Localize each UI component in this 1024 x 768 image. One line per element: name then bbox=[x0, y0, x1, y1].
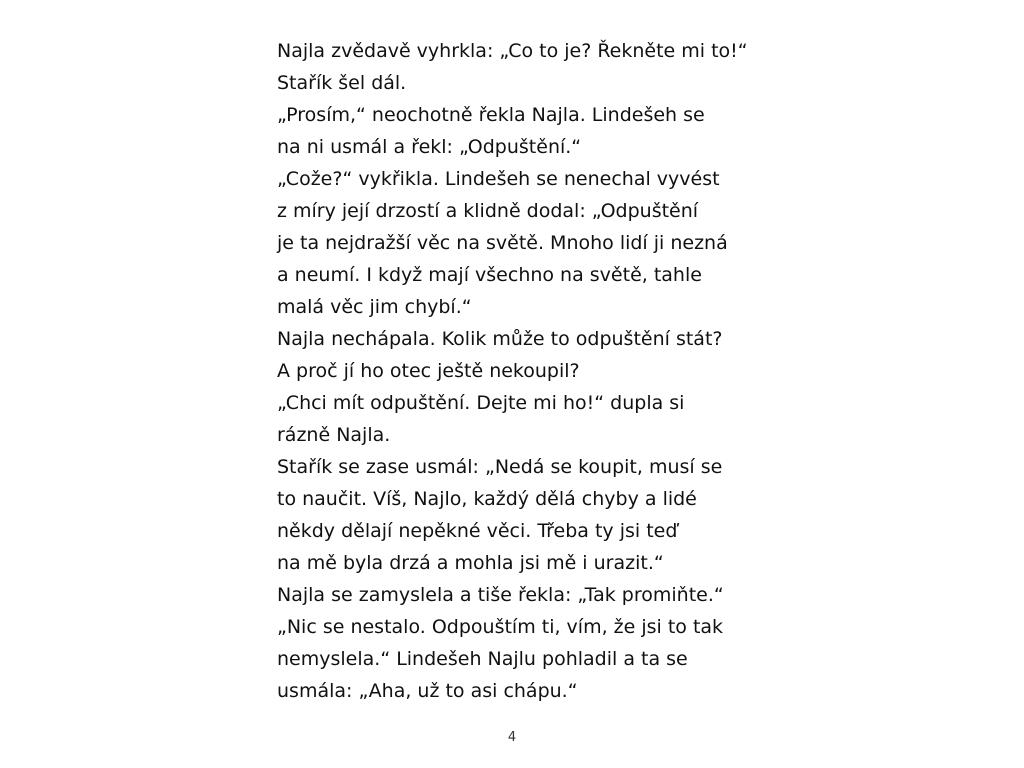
text-line: Stařík šel dál. bbox=[277, 72, 407, 94]
text-line: malá věc jim chybí.“ bbox=[277, 296, 472, 318]
text-line: rázně Najla. bbox=[277, 424, 391, 446]
page-number: 4 bbox=[507, 730, 517, 745]
text-line: někdy dělají nepěkné věci. Třeba ty jsi teď bbox=[277, 520, 678, 542]
text-line: na ni usmál a řekl: „Odpuštění.“ bbox=[277, 136, 582, 158]
text-line: Najla nechápala. Kolik může to odpuštění stát? bbox=[277, 328, 723, 350]
text-line: „Chci mít odpuštění. Dejte mi ho!“ dupla si bbox=[277, 392, 685, 414]
text-line: „Cože?“ vykřikla. Lindešeh se nenechal vyvést bbox=[277, 168, 720, 190]
text-line: Najla zvědavě vyhrkla: „Co to je? Řekněte mi to!“ bbox=[277, 40, 748, 62]
text-line: Stařík se zase usmál: „Nedá se koupit, musí se bbox=[277, 456, 723, 478]
text-line: a neumí. I když mají všechno na světě, tahle bbox=[277, 264, 702, 286]
text-line: A proč jí ho otec ještě nekoupil? bbox=[277, 360, 580, 382]
text-line: „Nic se nestalo. Odpouštím ti, vím, že jsi to tak bbox=[277, 616, 724, 638]
text-line: Najla se zamyslela a tiše řekla: „Tak promiňte.“ bbox=[277, 584, 724, 606]
story-text bbox=[277, 35, 748, 707]
text-line: na mě byla drzá a mohla jsi mě i urazit.“ bbox=[277, 552, 664, 574]
text-line: to naučit. Víš, Najlo, každý dělá chyby a lidé bbox=[277, 488, 697, 510]
text-line: je ta nejdražší věc na světě. Mnoho lidí ji nezná bbox=[277, 232, 728, 254]
text-line: „Prosím,“ neochotně řekla Najla. Lindešeh se bbox=[277, 104, 705, 126]
text-line: z míry její drzostí a klidně dodal: „Odpuštění bbox=[277, 200, 699, 222]
text-line: usmála: „Aha, už to asi chápu.“ bbox=[277, 680, 578, 702]
text-line: nemyslela.“ Lindešeh Najlu pohladil a ta se bbox=[277, 648, 688, 670]
